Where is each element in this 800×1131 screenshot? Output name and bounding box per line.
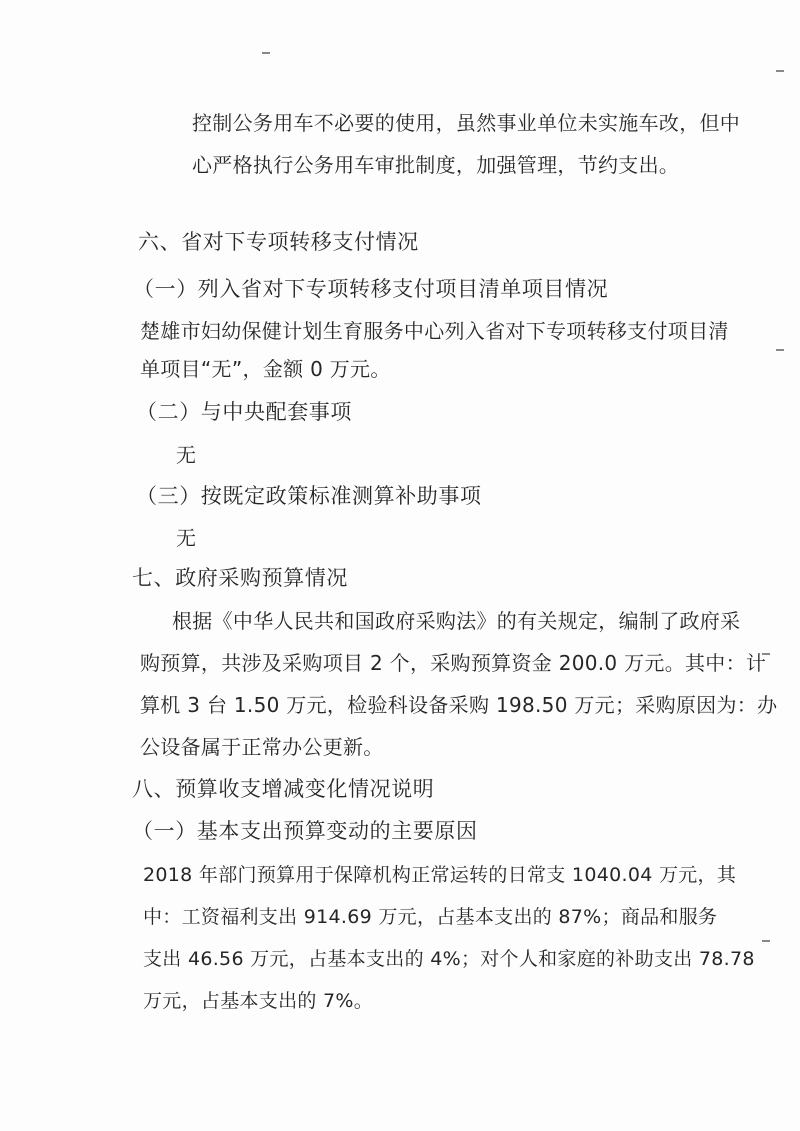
section-6-2-text: 无 [176, 443, 197, 467]
section-8-1-heading: （一）基本支出预算变动的主要原因 [132, 819, 478, 843]
section-6-2-heading: （二）与中央配套事项 [136, 400, 352, 424]
scan-mark [776, 349, 784, 351]
section-6-1-line-1: 楚雄市妇幼保健计划生育服务中心列入省对下专项转移支付项目清 [140, 319, 729, 343]
section-8-1-line-4: 万元，占基本支出的 7%。 [143, 990, 374, 1012]
section-8-heading: 八、预算收支增减变化情况说明 [132, 777, 435, 801]
vehicle-paragraph-line-1: 控制公务用车不必要的使用，虽然事业单位未实施车改，但中 [192, 111, 741, 135]
section-7-line-4: 公设备属于正常办公更新。 [140, 735, 384, 759]
section-7-heading: 七、政府采购预算情况 [132, 566, 348, 590]
section-7-line-1: 根据《中华人民共和国政府采购法》的有关规定，编制了政府采 [172, 609, 741, 633]
section-6-3-heading: （三）按既定政策标准测算补助事项 [136, 484, 482, 508]
section-7-line-2: 购预算，共涉及采购项目 2 个，采购预算资金 200.0 万元。其中：计 [140, 651, 767, 675]
section-8-1-line-3: 支出 46.56 万元，占基本支出的 4%；对个人和家庭的补助支出 78.78 [143, 948, 755, 970]
section-6-3-text: 无 [176, 526, 197, 550]
scan-mark [262, 52, 270, 54]
section-6-1-line-2: 单项目“无”，金额 0 万元。 [140, 357, 391, 381]
scan-mark [776, 70, 784, 72]
section-6-heading: 六、省对下专项转移支付情况 [138, 230, 419, 254]
section-8-1-line-1: 2018 年部门预算用于保障机构正常运转的日常支 1040.04 万元，其 [143, 864, 737, 886]
scan-mark [762, 940, 770, 942]
section-8-1-line-2: 中：工资福利支出 914.69 万元，占基本支出的 87%；商品和服务 [143, 906, 718, 928]
vehicle-paragraph-line-2: 心严格执行公务用车审批制度，加强管理，节约支出。 [192, 153, 680, 177]
section-6-1-heading: （一）列入省对下专项转移支付项目清单项目情况 [133, 277, 609, 301]
section-7-line-3: 算机 3 台 1.50 万元，检验科设备采购 198.50 万元；采购原因为：办 [140, 693, 778, 717]
